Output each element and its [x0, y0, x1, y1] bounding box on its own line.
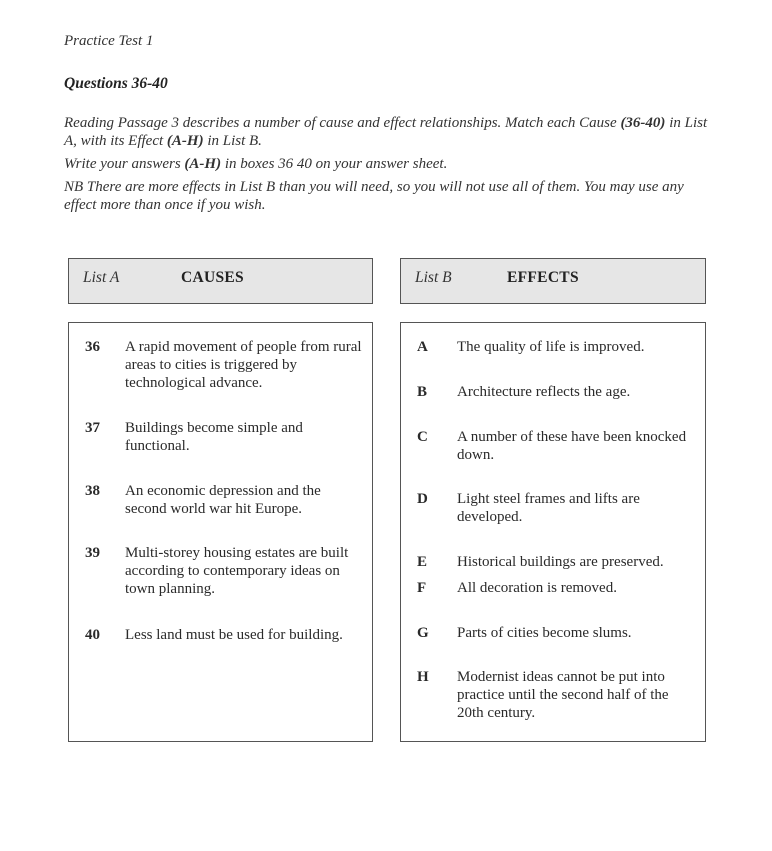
questions-heading: Questions 36-40 [64, 75, 168, 92]
list-a-header [68, 258, 373, 304]
list-b-header [400, 258, 706, 304]
instruction-bold: (A-H) [184, 156, 222, 172]
effect-text: Light steel frames and lifts are developed. [457, 491, 640, 525]
cause-number: 36 [85, 339, 100, 355]
running-header: Practice Test 1 [64, 33, 154, 49]
effect-letter: D [417, 491, 428, 507]
instruction-text: in boxes 36 40 on your answer sheet. [221, 156, 448, 172]
instruction-text: in List B. [203, 133, 262, 149]
list-b-title: EFFECTS [507, 269, 579, 286]
list-b-label: List B [415, 269, 452, 286]
cause-text: A rapid movement of people from rural areas to cities is triggered by technological advance. [125, 339, 362, 391]
effect-letter: F [417, 580, 427, 596]
effect-text: Historical buildings are preserved. [457, 554, 664, 570]
instructions [64, 114, 714, 219]
effect-letter: E [417, 554, 428, 570]
effect-letter: B [417, 384, 428, 400]
instruction-paragraph-3: NB There are more effects in List B than you will need, so you will not use all of them. You may use any effect more than once if you wish. [64, 179, 684, 213]
cause-text: An economic depression and the second world war hit Europe. [125, 483, 321, 517]
cause-number: 40 [85, 627, 100, 643]
effect-letter: C [417, 429, 428, 445]
effect-letter: G [417, 625, 429, 641]
cause-text: Less land must be used for building. [125, 627, 343, 643]
list-a-label: List A [83, 269, 120, 286]
effect-text: A number of these have been knocked down. [457, 429, 687, 463]
effect-text: All decoration is removed. [457, 580, 617, 596]
cause-number: 37 [85, 420, 100, 436]
instruction-text: in List A, with its Effect [64, 115, 708, 149]
instruction-bold: (A-H) [166, 133, 204, 149]
instruction-text: Reading Passage 3 describes a number of cause and effect relationships. Match each Cause [64, 115, 621, 131]
effect-text: Modernist ideas cannot be put into practice until the second half of the 20th century. [457, 669, 669, 721]
effect-text: Architecture reflects the age. [457, 384, 631, 400]
cause-number: 39 [85, 545, 100, 561]
list-b-box [400, 322, 706, 742]
instruction-text: Write your answers [64, 156, 185, 172]
instruction-bold: (36-40) [620, 115, 666, 131]
effect-text: The quality of life is improved. [457, 339, 645, 355]
effect-text: Parts of cities become slums. [457, 625, 632, 641]
effect-letter: A [417, 339, 428, 355]
cause-text: Buildings become simple and functional. [125, 420, 303, 454]
instruction-paragraph-2 [64, 155, 714, 173]
cause-number: 38 [85, 483, 100, 499]
effect-letter: H [417, 669, 429, 685]
instruction-paragraph-1 [64, 114, 714, 150]
list-a-box [68, 322, 373, 742]
cause-text: Multi-storey housing estates are built according to contemporary ideas on town planning. [125, 545, 349, 597]
list-a-title: CAUSES [181, 269, 244, 286]
